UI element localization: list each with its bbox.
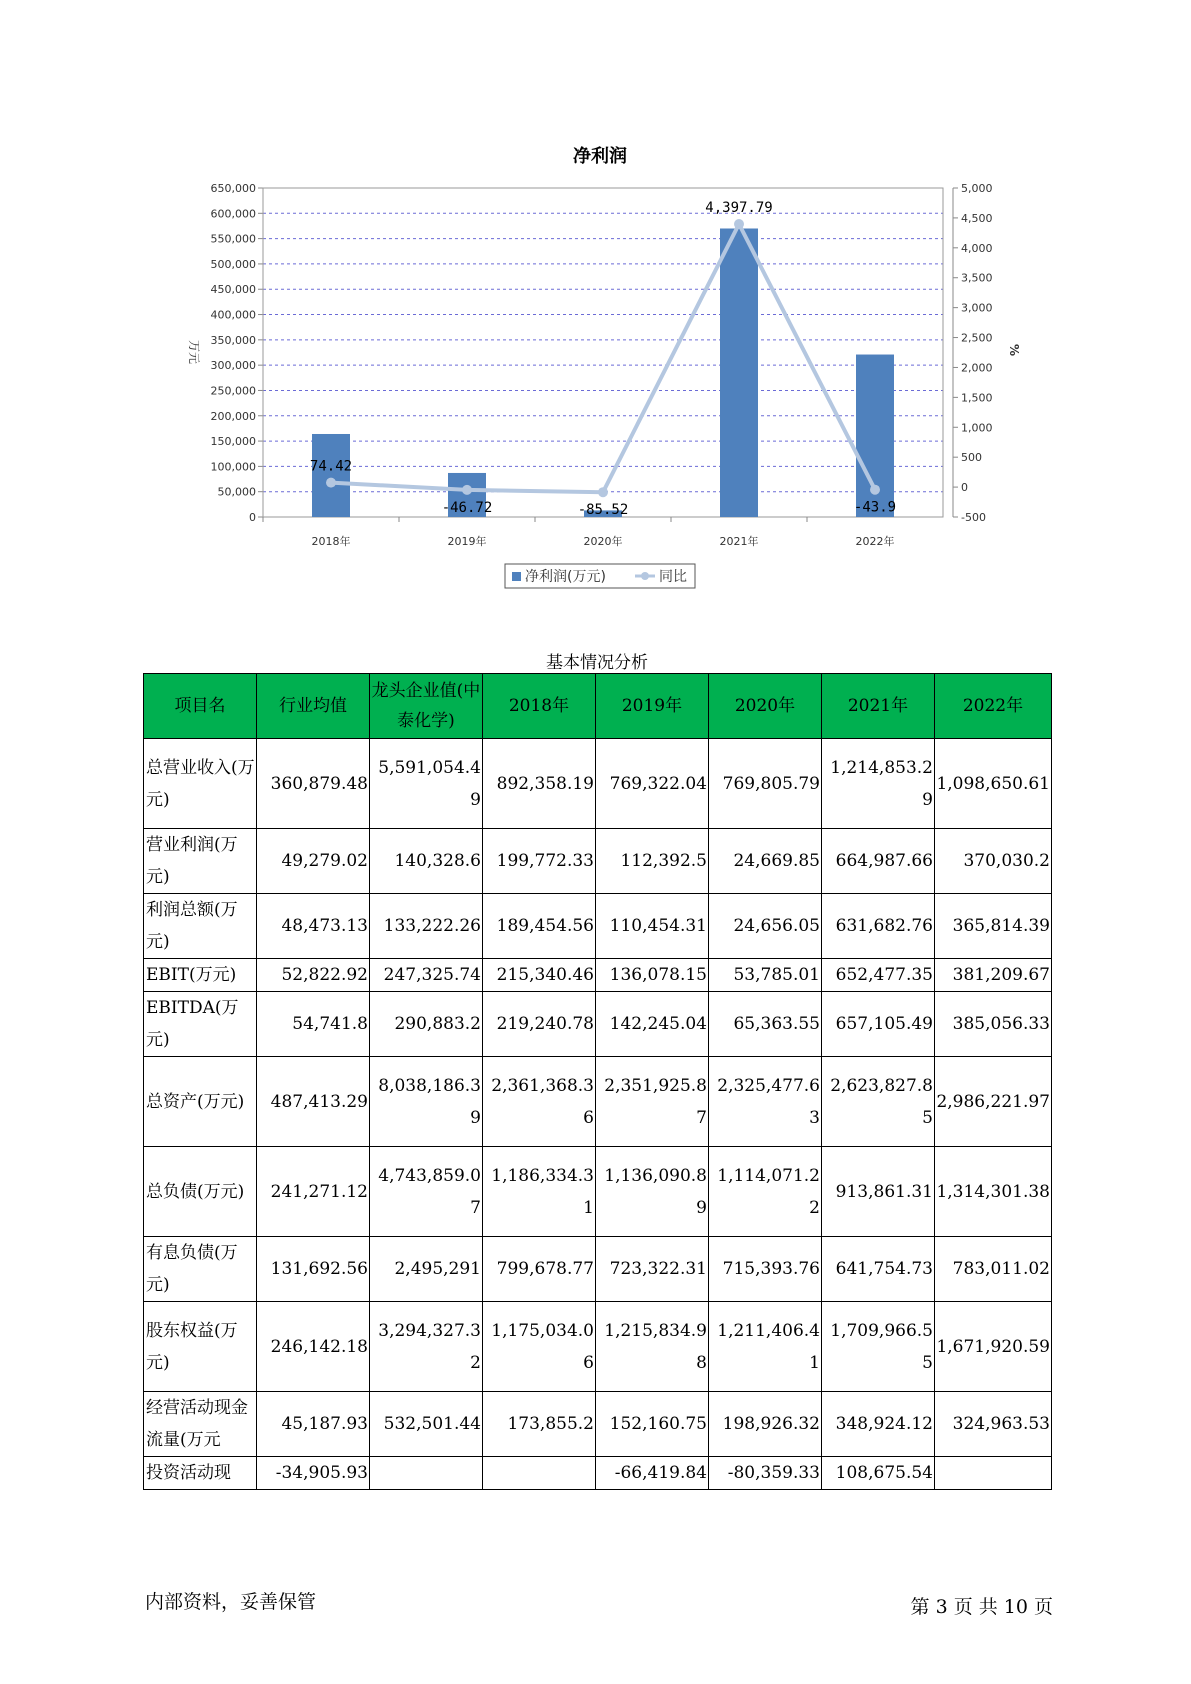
table-header-cell: 2019年 xyxy=(596,674,709,739)
bar-net-profit xyxy=(720,228,758,517)
table-cell: 8,038,186.39 xyxy=(370,1057,483,1147)
table-cell: 290,883.2 xyxy=(370,992,483,1057)
table-cell: 365,814.39 xyxy=(935,894,1052,959)
y2-tick-label: 3,500 xyxy=(961,271,993,285)
row-label: EBIT(万元) xyxy=(144,959,257,992)
table-cell: 769,322.04 xyxy=(596,739,709,829)
table-cell: -80,359.33 xyxy=(709,1457,822,1490)
table-cell xyxy=(935,1457,1052,1490)
table-cell: 1,314,301.38 xyxy=(935,1147,1052,1237)
legend-label-net-profit: 净利润(万元) xyxy=(525,569,606,585)
table-cell: 652,477.35 xyxy=(822,959,935,992)
table-header-cell: 项目名 xyxy=(144,674,257,739)
y2-tick-label: 2,000 xyxy=(961,361,993,375)
table-cell: 2,351,925.87 xyxy=(596,1057,709,1147)
table-header-cell: 2021年 xyxy=(822,674,935,739)
table-caption: 基本情况分析 xyxy=(546,653,648,673)
y-tick-label: 500,000 xyxy=(210,257,256,271)
table-cell: 136,078.15 xyxy=(596,959,709,992)
y-tick-label: 350,000 xyxy=(210,333,256,347)
table-cell: 2,623,827.85 xyxy=(822,1057,935,1147)
data-label-yoy: -85.52 xyxy=(577,502,629,519)
plot-frame xyxy=(263,188,943,517)
table-cell: 142,245.04 xyxy=(596,992,709,1057)
row-label: 总资产(万元) xyxy=(144,1057,257,1147)
y-tick-label: 200,000 xyxy=(210,409,256,423)
data-label-yoy: 74.42 xyxy=(309,458,353,475)
legend-label-yoy: 同比 xyxy=(659,569,687,585)
data-label-yoy: 4,397.79 xyxy=(705,200,773,217)
table-cell: 532,501.44 xyxy=(370,1392,483,1457)
table-cell: 198,926.32 xyxy=(709,1392,822,1457)
y-tick-label: 250,000 xyxy=(210,384,256,398)
y-tick-label: 400,000 xyxy=(210,308,256,322)
table-row xyxy=(144,992,1052,1057)
x-tick-label: 2018年 xyxy=(311,535,351,548)
bar-net-profit xyxy=(309,434,353,517)
y-axis-title: 万元 xyxy=(187,339,201,365)
row-label: 营业利润(万元) xyxy=(144,829,257,894)
table-cell: 2,361,368.36 xyxy=(483,1057,596,1147)
table-header-cell: 2022年 xyxy=(935,674,1052,739)
y2-tick-label: 1,500 xyxy=(961,391,993,405)
table-cell: 24,669.85 xyxy=(709,829,822,894)
y2-tick-label: 3,000 xyxy=(961,301,993,315)
table-row xyxy=(144,1057,1052,1147)
table-cell: 892,358.19 xyxy=(483,739,596,829)
x-tick-label: 2022年 xyxy=(855,535,895,548)
table-cell: 723,322.31 xyxy=(596,1237,709,1302)
y-tick-label: 100,000 xyxy=(210,460,256,474)
y2-tick-label: 2,500 xyxy=(961,331,993,345)
table-cell: 199,772.33 xyxy=(483,829,596,894)
table-cell: 799,678.77 xyxy=(483,1237,596,1302)
table-cell: 487,413.29 xyxy=(257,1057,370,1147)
table-cell: 173,855.2 xyxy=(483,1392,596,1457)
y-tick-label: 300,000 xyxy=(210,359,256,373)
table-row xyxy=(144,1302,1052,1392)
table-header-row xyxy=(144,674,1052,739)
row-label: 投资活动现 xyxy=(144,1457,257,1490)
y2-tick-label: -500 xyxy=(961,511,986,524)
table-cell: 769,805.79 xyxy=(709,739,822,829)
legend-swatch-bar xyxy=(512,572,521,581)
table-cell: 360,879.48 xyxy=(257,739,370,829)
x-tick-label: 2019年 xyxy=(447,535,487,548)
table-header-cell: 2020年 xyxy=(709,674,822,739)
y2-tick-label: 1,000 xyxy=(961,421,993,435)
table-cell: 133,222.26 xyxy=(370,894,483,959)
table-cell: 24,656.05 xyxy=(709,894,822,959)
table-cell: 241,271.12 xyxy=(257,1147,370,1237)
table-cell: 1,114,071.22 xyxy=(709,1147,822,1237)
point-yoy xyxy=(598,487,608,497)
table-row xyxy=(144,1392,1052,1457)
table-cell: 1,098,650.61 xyxy=(935,739,1052,829)
table-cell: 131,692.56 xyxy=(257,1237,370,1302)
table-cell: 140,328.6 xyxy=(370,829,483,894)
basic-analysis-table xyxy=(143,673,1052,1490)
table-cell: 4,743,859.07 xyxy=(370,1147,483,1237)
data-label-yoy: -43.9 xyxy=(853,499,897,516)
table-cell: 2,325,477.63 xyxy=(709,1057,822,1147)
table-cell: 348,924.12 xyxy=(822,1392,935,1457)
x-tick-label: 2021年 xyxy=(719,535,759,548)
point-yoy xyxy=(462,485,472,495)
table-cell: 65,363.55 xyxy=(709,992,822,1057)
table-row xyxy=(144,1457,1052,1490)
table-cell: 2,986,221.97 xyxy=(935,1057,1052,1147)
table-cell: 631,682.76 xyxy=(822,894,935,959)
table-cell: 657,105.49 xyxy=(822,992,935,1057)
table-cell: 1,671,920.59 xyxy=(935,1302,1052,1392)
table-cell: 913,861.31 xyxy=(822,1147,935,1237)
table-cell: 1,186,334.31 xyxy=(483,1147,596,1237)
y2-tick-label: 4,500 xyxy=(961,211,993,225)
table-cell: 49,279.02 xyxy=(257,829,370,894)
row-label: EBITDA(万元) xyxy=(144,992,257,1057)
table-cell: 45,187.93 xyxy=(257,1392,370,1457)
table-header-cell: 行业均值 xyxy=(257,674,370,739)
y2-tick-label: 5,000 xyxy=(961,182,993,195)
table-cell xyxy=(483,1457,596,1490)
table-body xyxy=(144,739,1052,1490)
y-tick-label: 0 xyxy=(249,511,256,524)
table-header-cell: 龙头企业值(中泰化学) xyxy=(370,674,483,739)
table-cell: 1,211,406.41 xyxy=(709,1302,822,1392)
table-cell: 664,987.66 xyxy=(822,829,935,894)
table-cell: 715,393.76 xyxy=(709,1237,822,1302)
y-tick-label: 600,000 xyxy=(210,207,256,221)
table-cell: -34,905.93 xyxy=(257,1457,370,1490)
y2-axis-title: % xyxy=(1007,343,1021,357)
row-label: 有息负债(万元) xyxy=(144,1237,257,1302)
table-cell: 52,822.92 xyxy=(257,959,370,992)
footer-confidential-note: 内部资料，妥善保管 xyxy=(145,1591,317,1613)
table-cell: 48,473.13 xyxy=(257,894,370,959)
table-cell: 641,754.73 xyxy=(822,1237,935,1302)
data-label-yoy: -46.72 xyxy=(441,499,493,516)
y-tick-label: 50,000 xyxy=(217,485,256,499)
y-tick-label: 150,000 xyxy=(210,435,256,449)
table-cell: 112,392.5 xyxy=(596,829,709,894)
table-cell: 1,175,034.06 xyxy=(483,1302,596,1392)
table-row xyxy=(144,739,1052,829)
table-cell: 370,030.2 xyxy=(935,829,1052,894)
table-cell: 108,675.54 xyxy=(822,1457,935,1490)
table-cell: 5,591,054.49 xyxy=(370,739,483,829)
chart-svg xyxy=(0,0,1191,600)
chart-title: 净利润 xyxy=(573,146,627,167)
table-cell xyxy=(370,1457,483,1490)
table-cell: 219,240.78 xyxy=(483,992,596,1057)
table-cell: 152,160.75 xyxy=(596,1392,709,1457)
table-row xyxy=(144,894,1052,959)
row-label: 股东权益(万元) xyxy=(144,1302,257,1392)
table-row xyxy=(144,1147,1052,1237)
table-cell: 110,454.31 xyxy=(596,894,709,959)
table-cell: 215,340.46 xyxy=(483,959,596,992)
y-tick-label: 650,000 xyxy=(210,182,256,195)
row-label: 总负债(万元) xyxy=(144,1147,257,1237)
table-cell: -66,419.84 xyxy=(596,1457,709,1490)
table-cell: 246,142.18 xyxy=(257,1302,370,1392)
y-tick-label: 450,000 xyxy=(210,283,256,297)
table-cell: 189,454.56 xyxy=(483,894,596,959)
table-cell: 53,785.01 xyxy=(709,959,822,992)
row-label: 利润总额(万元) xyxy=(144,894,257,959)
y2-tick-label: 500 xyxy=(961,451,982,465)
point-yoy xyxy=(870,485,880,495)
table-row xyxy=(144,1237,1052,1302)
table-cell: 2,495,291 xyxy=(370,1237,483,1302)
table-cell: 247,325.74 xyxy=(370,959,483,992)
table-cell: 381,209.67 xyxy=(935,959,1052,992)
table-cell: 324,963.53 xyxy=(935,1392,1052,1457)
y2-tick-label: 4,000 xyxy=(961,241,993,255)
point-yoy xyxy=(734,219,744,229)
table-row xyxy=(144,829,1052,894)
table-cell: 54,741.8 xyxy=(257,992,370,1057)
table-cell: 783,011.02 xyxy=(935,1237,1052,1302)
table-cell: 1,136,090.89 xyxy=(596,1147,709,1237)
footer-page-number: 第 3 页 共 10 页 xyxy=(910,1596,1053,1618)
table-cell: 3,294,327.32 xyxy=(370,1302,483,1392)
legend-swatch-point xyxy=(641,572,649,580)
table-cell: 1,214,853.29 xyxy=(822,739,935,829)
table-row xyxy=(144,959,1052,992)
y2-tick-label: 0 xyxy=(961,481,968,495)
table-header-cell: 2018年 xyxy=(483,674,596,739)
table-cell: 1,215,834.98 xyxy=(596,1302,709,1392)
row-label: 总营业收入(万元) xyxy=(144,739,257,829)
row-label: 经营活动现金流量(万元 xyxy=(144,1392,257,1457)
x-tick-label: 2020年 xyxy=(583,535,623,548)
y-tick-label: 550,000 xyxy=(210,232,256,246)
point-yoy xyxy=(326,478,336,488)
table-cell: 385,056.33 xyxy=(935,992,1052,1057)
table-cell: 1,709,966.55 xyxy=(822,1302,935,1392)
net-profit-chart xyxy=(0,0,1191,600)
